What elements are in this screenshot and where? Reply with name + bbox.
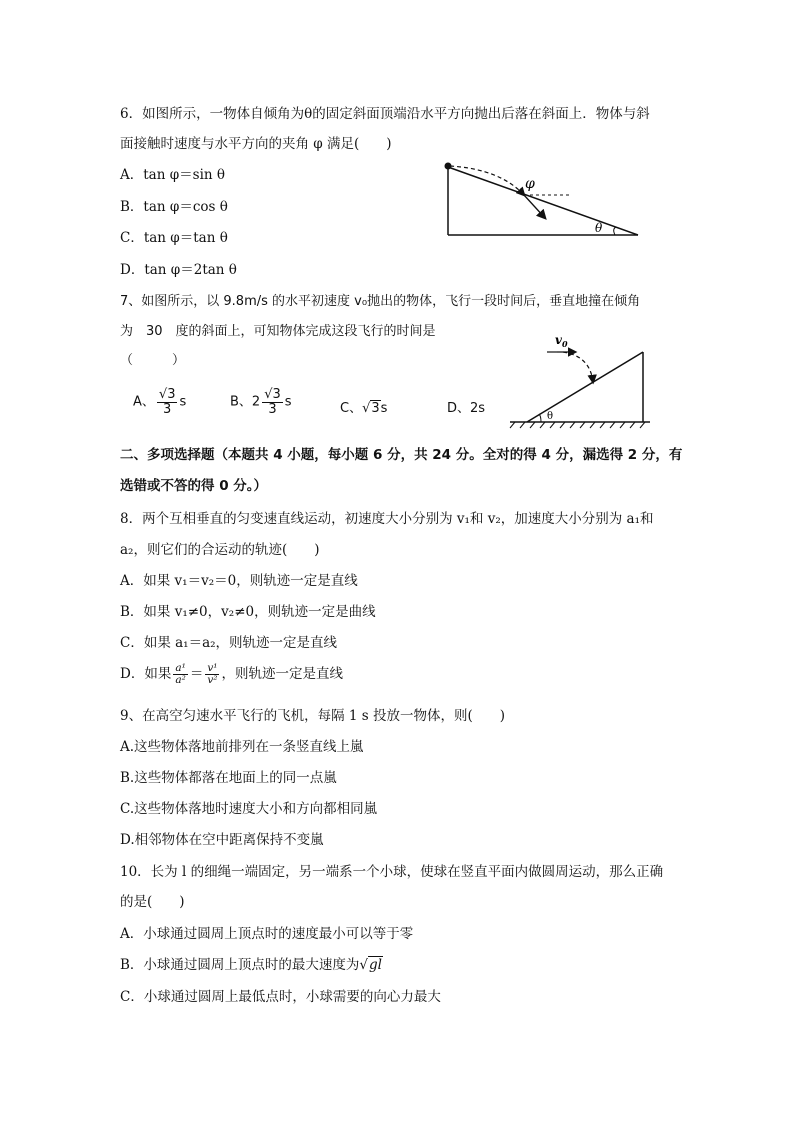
theta-arc <box>614 227 616 235</box>
q6-incline-figure <box>440 155 645 240</box>
theta-label: θ <box>547 411 554 422</box>
section2-heading-line1: 二、多项选择题（本题共 4 小题，每小题 6 分，共 24 分。全对的得 4 分，漏选得 2 分，有 <box>120 447 683 463</box>
phi-label: φ <box>525 176 535 192</box>
q6-option-d: D．tan φ＝2tan θ <box>120 262 237 278</box>
q7-stem-line2: 为 30 度的斜面上，可知物体完成这段飞行的时间是 <box>120 324 436 339</box>
q8-option-a: A．如果 v₁＝v₂＝0，则轨迹一定是直线 <box>120 573 358 589</box>
q6-stem-line1: 6．如图所示，一物体自倾角为θ的固定斜面顶端沿水平方向抛出后落在斜面上．物体与斜 <box>120 106 650 122</box>
q9-stem: 9、在高空匀速水平飞行的飞机，每隔 1 s 投放一物体，则( ) <box>120 708 506 724</box>
theta-arc <box>539 414 541 422</box>
q6-stem-line2: 面接触时速度与水平方向的夹角 φ 满足( ) <box>120 136 392 152</box>
q7-stem-line1: 7、如图所示，以 9.8m/s 的水平初速度 v₀抛出的物体，飞行一段时间后，垂直地撞在倾角 <box>120 294 641 309</box>
q8-stem-line1: 8．两个互相垂直的匀变速直线运动，初速度大小分别为 v₁和 v₂，加速度大小分别为 a₁和 <box>120 511 654 527</box>
section2-heading-line2: 选错或不答的得 0 分。） <box>120 478 268 494</box>
q6-option-b: B．tan φ＝cos θ <box>120 199 228 215</box>
q10-option-a: A．小球通过圆周上顶点时的速度最小可以等于零 <box>120 926 414 942</box>
q9-option-b: B.这些物体都落在地面上的同一点嵐 <box>120 770 337 786</box>
q8-option-b: B．如果 v₁≠0，v₂≠0，则轨迹一定是曲线 <box>120 604 376 620</box>
v0-label: $v_0$ <box>555 333 568 349</box>
q8-stem-line2: a₂，则它们的合运动的轨迹( ) <box>120 542 320 558</box>
theta-label: θ <box>595 221 603 235</box>
q7-option-d: D、2s <box>447 401 486 416</box>
q9-option-d: D.相邻物体在空中距离保持不变嵐 <box>120 832 324 848</box>
trajectory-curve <box>563 352 593 382</box>
q8-option-d: D．如果 $\frac{\text{a¹}}{\text{a²}}$ ＝ $\frac{\text{v¹}}{\text{v²}}$ ，则轨迹一定是直线 <box>120 661 343 686</box>
incline-slope <box>448 167 638 235</box>
q9-option-a: A.这些物体落地前排列在一条竖直线上嵐 <box>120 739 364 755</box>
q7-option-b: B、2 $\frac{√3}{3}$ s <box>230 387 292 417</box>
ground-hatching <box>510 422 645 428</box>
q7-option-a: A、 $\frac{√3}{3}$ s <box>133 387 187 417</box>
q10-stem-line1: 10．长为 l 的细绳一端固定，另一端系一个小球，使球在竖直平面内做圆周运动，那么正确 <box>120 864 664 880</box>
q10-option-c: C．小球通过圆周上最低点时，小球需要的向心力最大 <box>120 989 441 1005</box>
q8-option-c: C．如果 a₁＝a₂，则轨迹一定是直线 <box>120 635 338 651</box>
q6-option-a: A．tan φ＝sin θ <box>120 167 226 183</box>
q7-incline-figure <box>505 330 655 430</box>
q9-option-c: C.这些物体落地时速度大小和方向都相同嵐 <box>120 801 378 817</box>
q6-option-c: C．tan φ＝tan θ <box>120 230 228 246</box>
q10-option-b: B．小球通过圆周上顶点时的最大速度为√gl <box>120 957 382 973</box>
q7-option-c: C、√3s <box>340 401 388 416</box>
q7-stem-line3: （ ） <box>120 353 186 368</box>
q10-stem-line2: 的是( ) <box>120 894 185 910</box>
